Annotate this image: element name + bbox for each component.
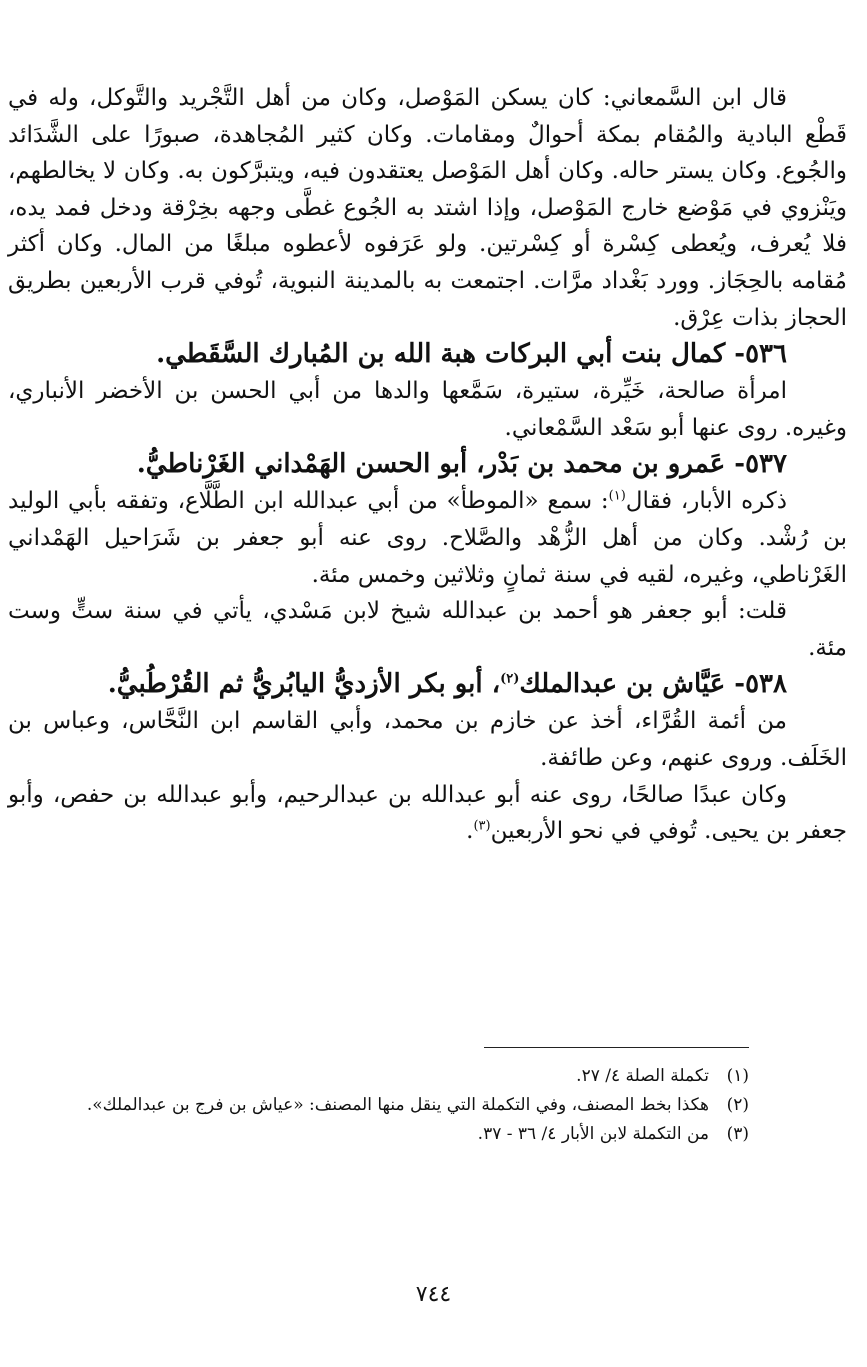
footnote-text: هكذا بخط المصنف، وفي التكملة التي ينقل منها المصنف: «عياش بن فرج بن عبدالملك».	[86, 1095, 709, 1115]
heading-segment: ٥٣٨- عَيَّاش بن عبدالملك	[519, 669, 787, 700]
entry-heading-538	[8, 666, 847, 703]
paragraph-537-b: قلت: أبو جعفر هو أحمد بن عبدالله شيخ لابن مَسْدي، يأتي في سنة ستٍّ وست مئة.	[8, 598, 847, 661]
footnote-text: من التكملة لابن الأبار ٤/ ٣٦ - ٣٧.	[477, 1124, 709, 1144]
footnote-divider	[484, 1047, 749, 1048]
footnotes	[10, 1062, 749, 1149]
footnote-number: (١)	[726, 1066, 749, 1086]
text-segment: ذكره الأبار، فقال	[625, 488, 787, 515]
footnote-number: (٣)	[726, 1124, 749, 1144]
footnote-ref-2: (٢)	[500, 671, 520, 687]
paragraph-ibn-samani: قال ابن السَّمعاني: كان يسكن المَوْصل، وكان من أهل التَّجْريد والتَّوكل، وله في قَطْع البادية والمُقام بمكة أحوالٌ ومقامات. وكان كثير المُجاهدة، صبورًا على الشَّدَائد والجُوع. وكان يستر حاله. وكان أهل المَوْصل يعتقدون فيه، ويتبرَّكون به. وكان لا يخالطهم، ويَنْزوي في مَوْضع خارج المَوْصل، وإذا اشتد به الجُوع غطَّى وجهه بخِرْقة ودخل فمد يده، فلا يُعرف، ويُعطى كِسْرة أو كِسْرتين. ولو عَرَفوه لأعطوه مبلغًا من المال. وكان أكثر مُقامه بالحِجَاز. وورد بَغْداد مرَّات. اجتمعت به بالمدينة النبوية، تُوفي قرب الأربعين بطريق الحجاز بذات عِرْق.	[8, 85, 847, 331]
heading-segment: ، أبو بكر الأزديُّ اليابُريُّ ثم القُرْطُبيُّ.	[107, 669, 501, 700]
entry-heading-537: ٥٣٧- عَمرو بن محمد بن بَدْر، أبو الحسن الهَمْداني الغَرْناطيُّ.	[136, 449, 787, 480]
footnote-ref-3: (٣)	[473, 818, 491, 834]
footnote-text: تكملة الصلة ٤/ ٢٧.	[576, 1066, 709, 1086]
paragraph-537-a	[8, 483, 847, 593]
text-segment: .	[466, 818, 474, 845]
paragraph-536: امرأة صالحة، خَيِّرة، ستيرة، سَمَّعها والدها من أبي الحسن بن الأخضر الأنباري، وغيره. روى عنها أبو سَعْد السَّمْعاني.	[8, 378, 847, 441]
footnote-number: (٢)	[726, 1095, 749, 1115]
footnote-3	[10, 1120, 749, 1149]
footnote-1	[10, 1062, 749, 1091]
footnote-2	[10, 1091, 749, 1120]
text-segment: وكان عبدًا صالحًا، روى عنه أبو عبدالله بن عبدالرحيم، وأبو عبدالله بن حفص، وأبو جعفر بن يحيى. تُوفي في نحو الأربعين	[8, 781, 847, 845]
paragraph-538-b	[8, 777, 847, 850]
footnote-ref-1: (١)	[608, 488, 626, 504]
main-text	[8, 80, 847, 850]
page-number: ٧٤٤	[415, 1282, 452, 1307]
text-segment: : سمع «الموطأ» من أبي عبدالله ابن الطَّلَّاع، وتفقه بأبي الوليد بن رُشْد. وكان من أهل الزُّهْد والصَّلاح. روى عنه أبو جعفر بن شَرَاحيل الهَمْداني الغَرْناطي، وغيره، لقيه في سنة ثمانٍ وثلاثين وخمس مئة.	[8, 488, 847, 588]
paragraph-538-a: من أئمة القُرَّاء، أخذ عن خازم بن محمد، وأبي القاسم ابن النَّحَّاس، وعباس بن الخَلَف. وروى عنهم، وعن طائفة.	[8, 708, 847, 771]
entry-heading-536: ٥٣٦- كمال بنت أبي البركات هبة الله بن المُبارك السَّقَطي.	[156, 339, 787, 370]
